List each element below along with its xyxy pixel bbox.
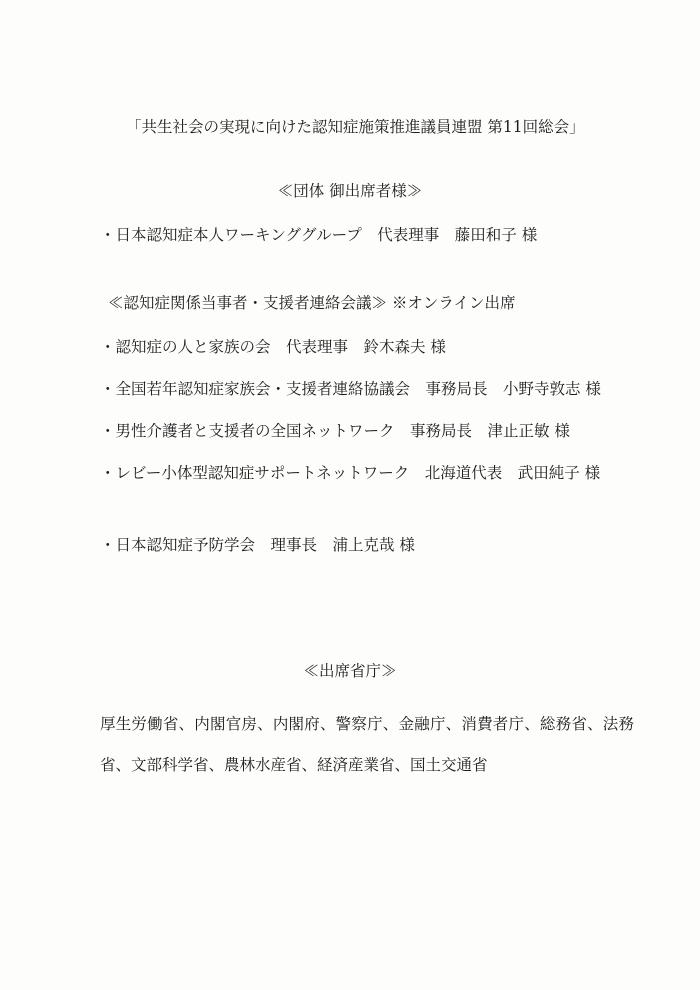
attendee-item: ・日本認知症予防学会 理事長 浦上克哉 様 bbox=[100, 536, 415, 554]
attendee-item: ・日本認知症本人ワーキンググループ 代表理事 藤田和子 様 bbox=[100, 226, 538, 244]
ministries-heading: ≪出席省庁≫ bbox=[303, 662, 397, 680]
liaison-heading: ≪認知症関係当事者・支援者連絡会議≫ ※オンライン出席 bbox=[108, 294, 516, 312]
attendee-item: ・男性介護者と支援者の全国ネットワーク 事務局長 津止正敏 様 bbox=[100, 422, 570, 440]
attendee-item: ・認知症の人と家族の会 代表理事 鈴木森夫 様 bbox=[100, 338, 446, 356]
ministries-list: 厚生労働省、内閣官房、内閣府、警察庁、金融庁、消費者庁、総務省、法務省、文部科学省、農林水産省、経済産業省、国土交通省 bbox=[100, 715, 634, 774]
document-title: 「共生社会の実現に向けた認知症施策推進議員連盟 第11回総会」 bbox=[126, 118, 585, 136]
attendee-item: ・全国若年認知症家族会・支援者連絡協議会 事務局長 小野寺敦志 様 bbox=[100, 380, 601, 398]
groups-heading: ≪団体 御出席者様≫ bbox=[277, 182, 423, 200]
attendee-item: ・レビー小体型認知症サポートネットワーク 北海道代表 武田純子 様 bbox=[100, 464, 601, 482]
